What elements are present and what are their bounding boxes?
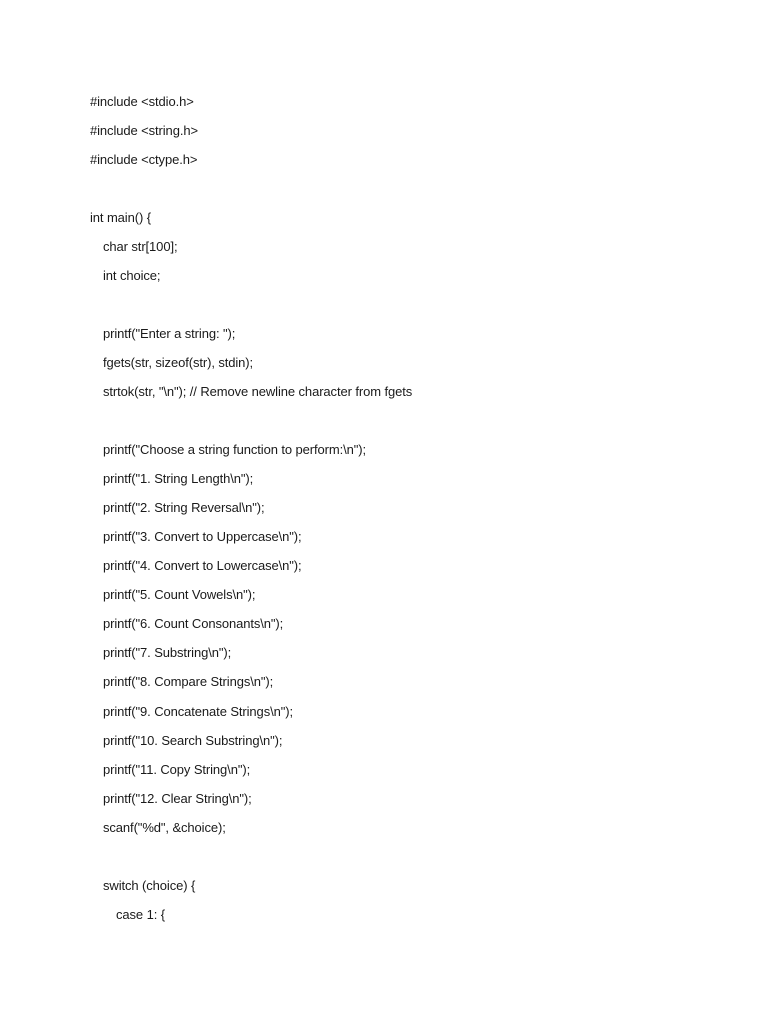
code-line-menu-header: printf("Choose a string function to perform:\n");: [103, 442, 367, 457]
code-line-declare-choice: int choice;: [103, 268, 161, 283]
code-line-include-stdio: #include <stdio.h>: [90, 94, 194, 109]
code-line-strtok: strtok(str, "\n"); // Remove newline character from fgets: [103, 384, 413, 399]
code-line-menu-3: printf("3. Convert to Uppercase\n");: [103, 529, 302, 544]
code-line-menu-1: printf("1. String Length\n");: [103, 471, 254, 486]
code-line-include-string: #include <string.h>: [90, 123, 198, 138]
code-line-menu-9: printf("9. Concatenate Strings\n");: [103, 704, 293, 719]
code-line-menu-7: printf("7. Substring\n");: [103, 645, 232, 660]
code-line-menu-4: printf("4. Convert to Lowercase\n");: [103, 558, 302, 573]
code-line-scanf: scanf("%d", &choice);: [103, 820, 226, 835]
code-line-menu-12: printf("12. Clear String\n");: [103, 791, 252, 806]
code-line-menu-8: printf("8. Compare Strings\n");: [103, 674, 274, 689]
code-line-case-1: case 1: {: [116, 907, 165, 922]
code-line-declare-str: char str[100];: [103, 239, 178, 254]
code-line-menu-2: printf("2. String Reversal\n");: [103, 500, 265, 515]
code-line-menu-5: printf("5. Count Vowels\n");: [103, 587, 256, 602]
code-line-main-signature: int main() {: [90, 210, 151, 225]
code-line-menu-6: printf("6. Count Consonants\n");: [103, 616, 284, 631]
code-line-fgets: fgets(str, sizeof(str), stdin);: [103, 355, 254, 370]
code-line-switch: switch (choice) {: [103, 878, 196, 893]
code-line-prompt: printf("Enter a string: ");: [103, 326, 236, 341]
code-line-include-ctype: #include <ctype.h>: [90, 152, 198, 167]
code-line-menu-11: printf("11. Copy String\n");: [103, 762, 251, 777]
code-line-menu-10: printf("10. Search Substring\n");: [103, 733, 283, 748]
